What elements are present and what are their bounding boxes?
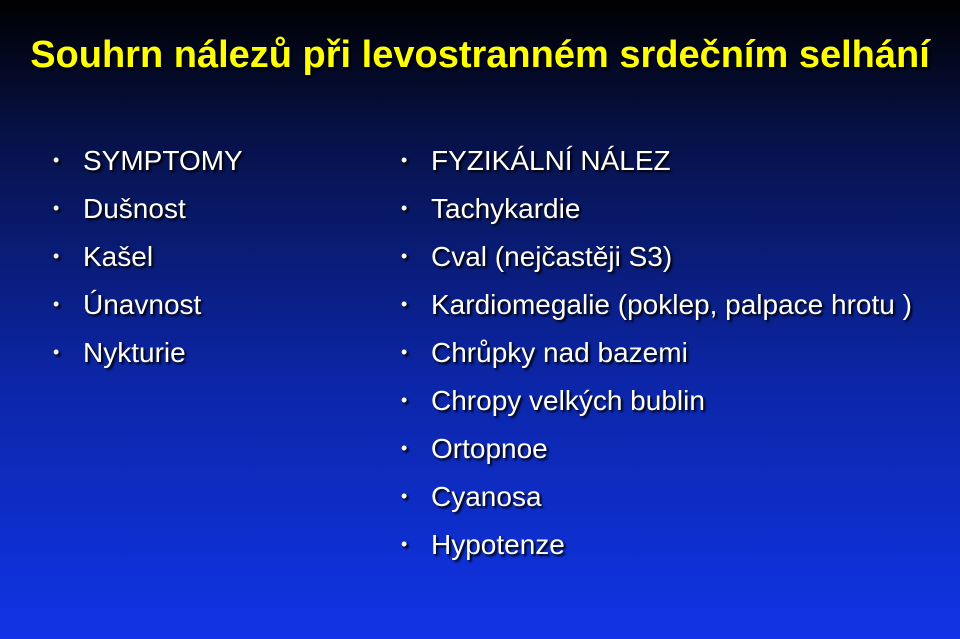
list-item: • Hypotenze	[401, 529, 565, 560]
list-item: • SYMPTOMY	[53, 145, 243, 176]
physical-findings-list	[396, 143, 936, 575]
list-item: • Kašel	[53, 241, 154, 272]
bullet-icon: •	[401, 246, 408, 266]
bullet-icon: •	[53, 246, 60, 266]
list-item: • Dušnost	[53, 193, 186, 224]
bullet-icon: •	[401, 534, 408, 554]
list-item: • Nykturie	[53, 337, 186, 368]
bullet-icon: •	[401, 390, 408, 410]
bullet-icon: •	[401, 294, 408, 314]
slide-title: Souhrn nálezů při levostranném srdečním selhání	[30, 34, 930, 76]
list-item: • Chropy velkých bublin	[401, 385, 705, 416]
list-item: • Cyanosa	[401, 481, 542, 512]
bullet-icon: •	[401, 342, 408, 362]
list-item: • Chrůpky nad bazemi	[401, 337, 688, 368]
bullet-icon: •	[53, 342, 60, 362]
bullet-icon: •	[53, 150, 60, 170]
bullet-icon: •	[53, 294, 60, 314]
bullet-icon: •	[401, 198, 408, 218]
list-item: • Ortopnoe	[401, 433, 548, 464]
list-item: • Cval (nejčastěji S3)	[401, 241, 673, 272]
list-item: • Tachykardie	[401, 193, 581, 224]
bullet-icon: •	[401, 486, 408, 506]
symptoms-list	[48, 143, 378, 383]
bullet-icon: •	[401, 438, 408, 458]
bullet-icon: •	[401, 150, 408, 170]
bullet-icon: •	[53, 198, 60, 218]
list-item: • Únavnost	[53, 289, 202, 320]
list-item: • Kardiomegalie (poklep, palpace hrotu )	[401, 289, 912, 320]
list-item: • FYZIKÁLNÍ NÁLEZ	[401, 145, 671, 176]
